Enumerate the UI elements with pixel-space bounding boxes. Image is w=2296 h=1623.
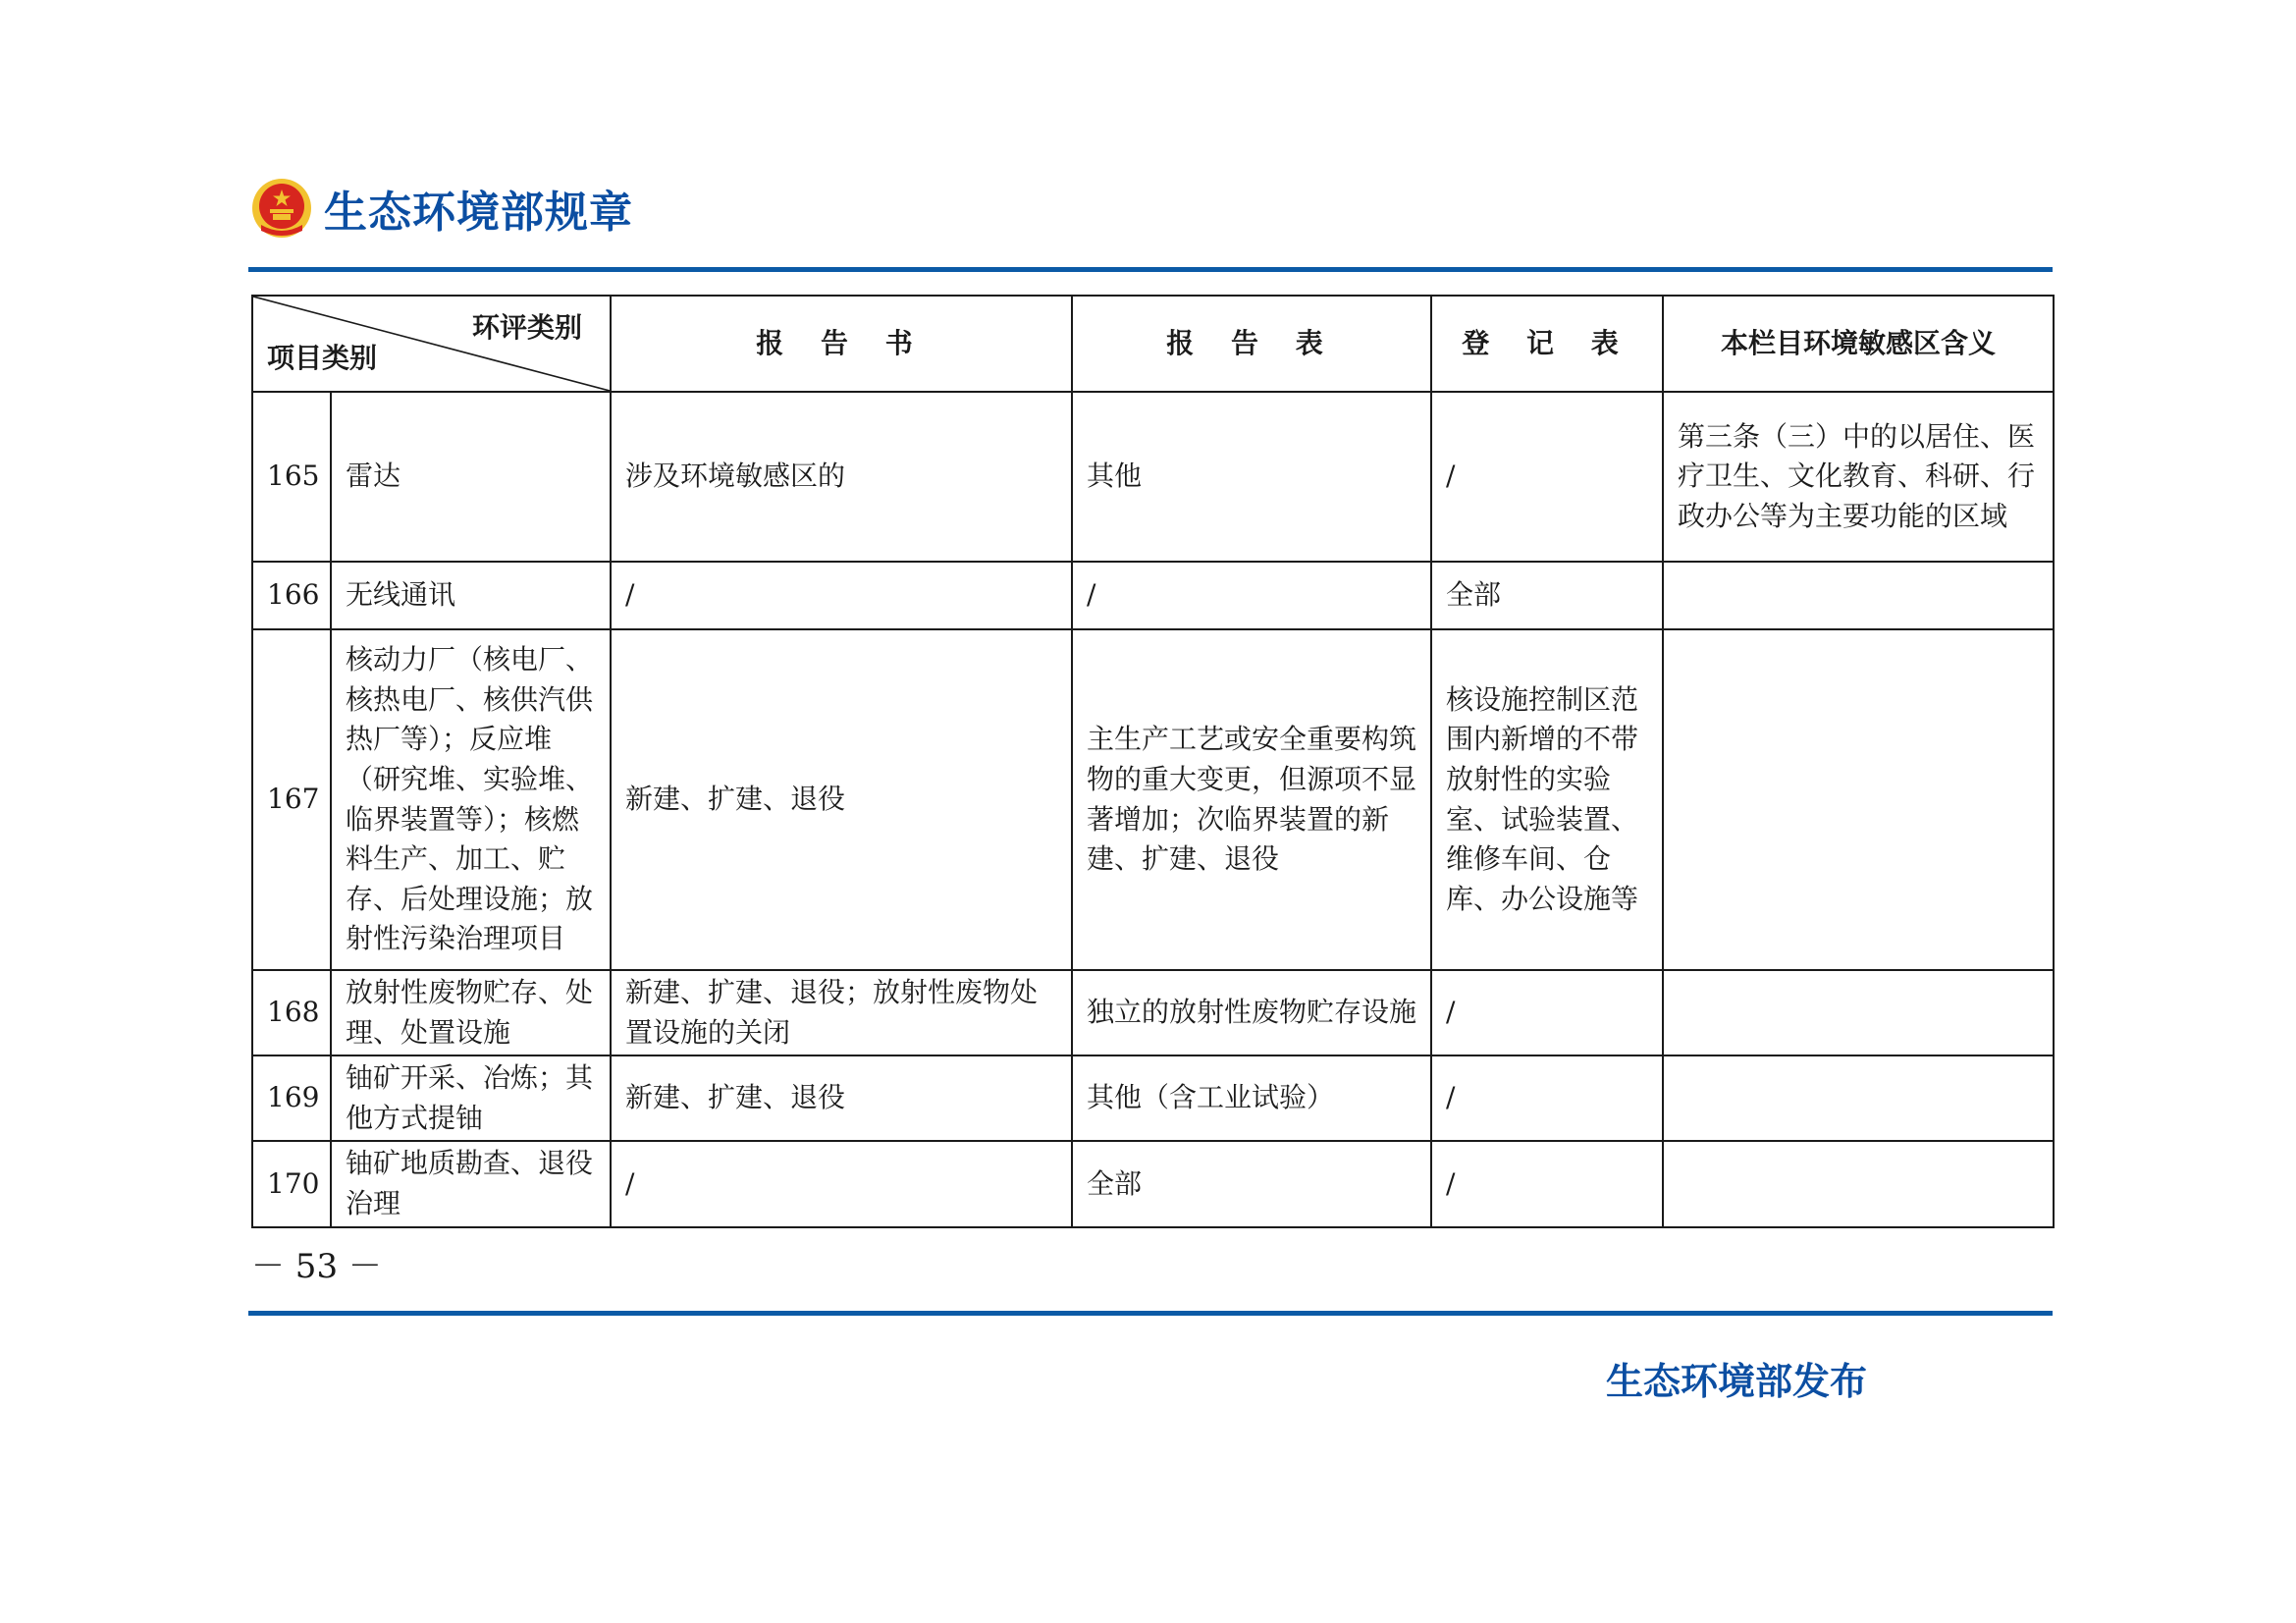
row-number: 167 [252,629,331,970]
row-number: 168 [252,970,331,1055]
corner-bottom-label: 项目类别 [267,342,378,375]
project-category: 雷达 [331,392,611,562]
sensitive-area-cell [1663,970,2054,1055]
report-form-cell: 其他（含工业试验） [1072,1055,1431,1141]
report-form-cell: 其他 [1072,392,1431,562]
corner-header-cell [252,296,611,392]
report-book-cell: 新建、扩建、退役；放射性废物处置设施的关闭 [611,970,1072,1055]
sensitive-area-cell [1663,1141,2054,1226]
sensitive-area-cell [1663,562,2054,629]
project-category: 核动力厂（核电厂、核热电厂、核供汽供热厂等）；反应堆（研究堆、实验堆、临界装置等）；核燃料生产、加工、贮存、后处理设施；放射性污染治理项目 [331,629,611,970]
report-form-cell: 全部 [1072,1141,1431,1226]
table-row [252,562,2054,629]
header-title: 生态环境部规章 [324,188,633,238]
footer-rule [248,1311,2053,1316]
registration-cell: / [1431,970,1663,1055]
national-emblem-icon [251,178,312,239]
column-header-registration: 登 记 表 [1431,296,1663,392]
table-header-row [252,296,2054,392]
column-header-sensitive-area: 本栏目环境敏感区含义 [1663,296,2054,392]
project-category: 无线通讯 [331,562,611,629]
report-book-cell: 涉及环境敏感区的 [611,392,1072,562]
report-book-cell: / [611,1141,1072,1226]
row-number: 166 [252,562,331,629]
column-header-report-form: 报 告 表 [1072,296,1431,392]
report-book-cell: 新建、扩建、退役 [611,629,1072,970]
table-row [252,629,2054,970]
publisher-label: 生态环境部发布 [1606,1360,1868,1403]
sensitive-area-cell [1663,629,2054,970]
registration-cell: 核设施控制区范围内新增的不带放射性的实验室、试验装置、维修车间、仓库、办公设施等 [1431,629,1663,970]
row-number: 165 [252,392,331,562]
column-header-report-book: 报 告 书 [611,296,1072,392]
classification-table [251,295,2055,1228]
row-number: 170 [252,1141,331,1226]
header-rule [248,267,2053,272]
report-form-cell: / [1072,562,1431,629]
table-row [252,392,2054,562]
row-number: 169 [252,1055,331,1141]
registration-cell: 全部 [1431,562,1663,629]
sensitive-area-cell [1663,1055,2054,1141]
project-category: 铀矿地质勘查、退役治理 [331,1141,611,1226]
page-number: － 53 － [251,1247,382,1286]
report-book-cell: / [611,562,1072,629]
report-form-cell: 独立的放射性废物贮存设施 [1072,970,1431,1055]
project-category: 放射性废物贮存、处理、处置设施 [331,970,611,1055]
registration-cell: / [1431,392,1663,562]
table-row [252,1055,2054,1141]
report-book-cell: 新建、扩建、退役 [611,1055,1072,1141]
registration-cell: / [1431,1141,1663,1226]
registration-cell: / [1431,1055,1663,1141]
corner-top-label: 环评类别 [471,311,582,344]
sensitive-area-cell: 第三条（三）中的以居住、医疗卫生、文化教育、科研、行政办公等为主要功能的区域 [1663,392,2054,562]
table-row [252,970,2054,1055]
page-header [251,173,633,243]
report-form-cell: 主生产工艺或安全重要构筑物的重大变更，但源项不显著增加；次临界装置的新建、扩建、退役 [1072,629,1431,970]
table-row [252,1141,2054,1226]
project-category: 铀矿开采、冶炼；其他方式提铀 [331,1055,611,1141]
